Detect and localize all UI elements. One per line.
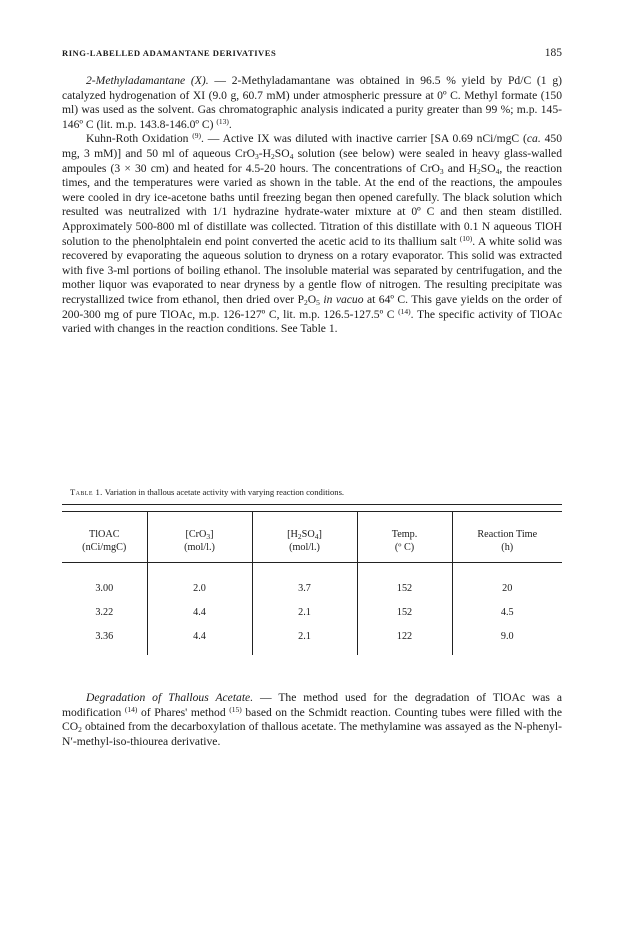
table-cell: 152 [357, 563, 452, 606]
table-cell: 2.1 [252, 605, 357, 629]
table-caption [70, 487, 560, 497]
paragraph-degradation: Degradation of Thallous Acetate. — The method used for the degradation of TlOAc was a modification $^{(14)}$ of Phares' method $^{(15)}$ based on the Schmidt reaction. Counting tubes were filled with the $CO_2$ obtained from the decarboxylation of thallous acetate. The methylamine was assayed as the N-phenyl-N′-methyl-iso-thiourea derivative. [62, 691, 562, 748]
column-header-h2so4: $[H_2SO_4]$ (mol/l.) [252, 528, 357, 563]
table-cell: 4.5 [452, 605, 562, 629]
page-header [62, 48, 562, 64]
table-cell: 3.00 [62, 563, 147, 606]
table-row [62, 629, 562, 655]
column-header-tloac: TlOAC (nCi/mgC) [82, 529, 127, 553]
running-head: RING-LABELLED ADAMANTANE DERIVATIVES [62, 48, 277, 58]
section-lead: Degradation of Thallous Acetate. [86, 691, 254, 704]
table-cell: 4.4 [147, 605, 252, 629]
section-lead: 2-Methyladamantane (X). [86, 74, 209, 87]
citation: (14) [398, 306, 411, 316]
citation: (14) [124, 704, 138, 714]
post-table-text [62, 691, 562, 749]
citation: (13) [216, 116, 229, 126]
section-lead: Kuhn-Roth Oxidation [86, 132, 193, 146]
citation: (15) [229, 704, 242, 714]
table-cell: 152 [357, 605, 452, 629]
table-cell: 3.36 [95, 631, 114, 642]
table-cell: 9.0 [452, 629, 562, 655]
paragraph-methyladamantane: 2-Methyladamantane (X). — 2-Methyladamantane was obtained in 96.5 % yield by Pd/C (1 g) catalyzed hydrogenation of XI (9.0 g, 60.7 mM) under atmospheric pressure at 0º C. Methyl formate (150 ml) was used as the solvent. Gas chromatographic analysis indicated a purity greater than 99 %; m.p. 145-146º C (lit. m.p. 143.8-146.0º C) $^{(13)}$. [62, 74, 562, 131]
table-label: Table 1. [70, 487, 103, 497]
table-cell: 2.1 [252, 629, 357, 655]
table-row [62, 563, 562, 606]
table-header-row [62, 528, 562, 563]
table-cell: 122 [357, 629, 452, 655]
table-caption-text: Variation in thallous acetate activity with varying reaction conditions. [102, 487, 345, 497]
citation: (9) [192, 131, 202, 141]
table-cell: 2.0 [147, 563, 252, 606]
column-header-reaction-time: Reaction Time (h) [452, 528, 562, 563]
citation: (10) [459, 233, 473, 243]
table-top-rule [62, 505, 562, 512]
table-row [62, 605, 562, 629]
table-cell: 4.4 [147, 629, 252, 655]
table-cell: 3.7 [252, 563, 357, 606]
table-cell: 3.22 [95, 607, 114, 618]
main-text [62, 74, 562, 337]
column-header-cro3: [CrO$_3$] (mol/l.) [147, 528, 252, 563]
table-cell: 20 [452, 563, 562, 606]
table-header-spacer [62, 512, 562, 529]
paragraph-kuhn-roth: Kuhn-Roth Oxidation $^{(9)}$. — Active IX was diluted with inactive carrier [SA 0.69 nCi/mgC (ca. 450 mg, 3 mM)] and 50 ml of aqueous $CrO_3-H_2SO_4$ solution (see below) were sealed in heavy glass-walled ampoules (3 × 30 cm) and heated for 4.5-20 hours. The concentrations of CrO$_3$ and $H_2SO_4$, the reaction times, and the temperatures were varied as shown in the table. At the end of the reactions, the ampoules were cooled in dry ice-acetone baths until freezing began then opened carefully. The black solution which resulted was neutralized with 1/1 hydrazine hydrate-water mixture at 0º C and then steam distilled. Approximately 500-800 ml of distillate was collected. Titration of this distillate with 0.1 N aqueous TlOH solution to the phenolphtalein end point converted the acetic acid to its thallium salt $^{(10)}$. A white solid was recovered by evaporating the aqueous solution to dryness on a rotary evaporator. This solid was extracted with five 3-ml portions of boiling ethanol. The insoluble material was separated by centrifugation, and the mother liquor was evaporated to near dryness by a gentle flow of nitrogen. The resulting precipitate was recrystallized twice from ethanol, then dried over $P_2O_5$ in vacuo at 64º C. This gave yields on the order of 200-300 mg of pure TlOAc, m.p. 126-127º C, lit. m.p. 126.5-127.5º C $^{(14)}$. The specific activity of TlOAc varied with changes in the reaction conditions. See Table 1. [62, 131, 563, 336]
column-header-temp: Temp. (º C) [357, 528, 452, 563]
page-number: 185 [544, 47, 562, 59]
reaction-conditions-table [62, 504, 562, 655]
